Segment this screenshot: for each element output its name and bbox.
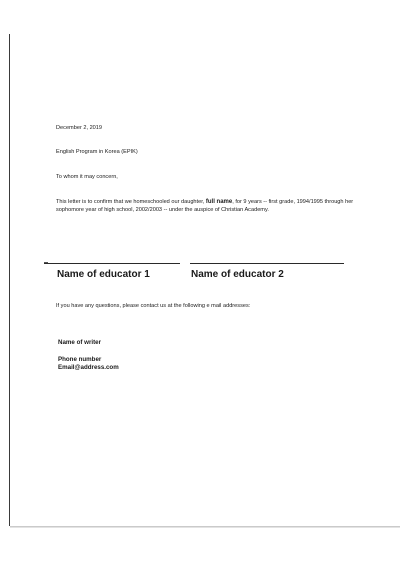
signature-line-educator-2 [190,263,344,264]
writer-phone: Phone number [58,356,102,363]
writer-name: Name of writer [58,339,101,346]
scan-edge-left [9,34,10,526]
contact-note: If you have any questions, please contact us at the following e mail addresses: [56,303,251,309]
letter-body-child-name: full name [205,199,233,205]
writer-email: Email@address.com [58,364,119,371]
letter-body-rest: , for 9 years -- first grade, 1994/1995 through her sophomore year of high school, 2002/2003 -- under the auspice of Christian Academy. [56,199,354,213]
signature-line-educator-1 [44,263,180,264]
letter-salutation: To whom it may concern, [56,174,118,180]
scan-edge-bottom [10,526,400,528]
letter-recipient: English Program in Korea (EPIK) [56,149,138,155]
educator-2-name: Name of educator 2 [191,269,284,280]
letter-body [56,198,356,214]
letter-body-intro: This letter is to confirm that we homeschooled our daughter, [56,199,206,205]
educator-1-name: Name of educator 1 [57,269,150,280]
letter-date: December 2, 2019 [56,125,103,131]
